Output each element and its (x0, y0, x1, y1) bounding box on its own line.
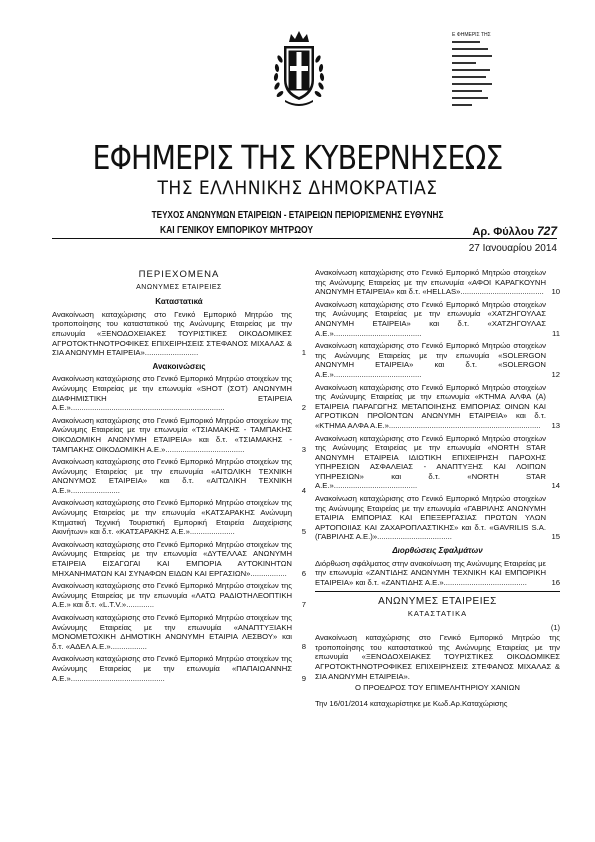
toc-entry-text: Ανακοίνωση καταχώρισης στο Γενικό Εμπορικό Μητρώο στοιχείων της Ανώνυμης Εταιρείας με την επωνυμία «ΔΥΤΕΛΛΑΣ ΑΝΩΝΥΜΗ ΕΤΑΙΡΕΙΑ ΕΙΣΑΓΩΓΑΙ ΚΑΙ ΕΜΠΟΡΙΑ ΑΥΤΟΚΙΝΗΤΩΝ ΜΗΧΑΝΗΜΑΤΩΝ ΚΑΙ ΣΥΝΑΦΩΝ ΕΙΔΩΝ ΚΑΙ ΕΡΓΑΣΙΩΝ»................. (52, 539, 292, 578)
toc-entry[interactable] (315, 268, 560, 297)
signatory-line: Ο ΠΡΟΕΔΡΟΣ ΤΟΥ ΕΠΙΜΕΛΗΤΗΡΙΟΥ ΧΑΝΙΩΝ (355, 683, 520, 693)
registration-line: Την 16/01/2014 καταχωρίστηκε με Κωδ.Αρ.Καταχώρισης (315, 698, 508, 708)
header-rule (52, 238, 557, 239)
toc-entry-text: Ανακοίνωση καταχώρισης στο Γενικό Εμπορικό Μητρώο στοιχείων της Ανώνυμης Εταιρείας με την επωνυμία «ΤΣΙΑΜΑΚΗΣ - ΤΑΜΠΑΚΗΣ ΟΙΚΟΔΟΜΙΚΗ ΑΝΩΝΥΜΗ ΕΤΑΙΡΕΙΑ» και δ.τ. «ΤΣΙΑΜΑΚΗΣ - ΤΑΜΠΑΚΗΣ ΟΙΚΟΔΟΜΙΚΗ Α.Ε.»..................................... (52, 415, 292, 454)
toc-entry-page: 12 (551, 369, 560, 379)
toc-entry-page: 15 (551, 532, 560, 542)
body-heading: ΑΝΩΝΥΜΕΣ ΕΤΑΙΡΕΙΕΣ (378, 596, 497, 608)
toc-entry[interactable] (52, 374, 306, 412)
toc-entry-page: 1 (301, 348, 306, 358)
announcement-number: (1) (550, 622, 560, 632)
toc-entry-page: 11 (552, 328, 560, 338)
toc-entry-page: 7 (301, 600, 306, 610)
right-column (315, 268, 560, 708)
printing-notice (452, 32, 492, 111)
toc-entry-text: Ανακοίνωση καταχώρισης στο Γενικό Εμπορικό Μητρώο στοιχείων της Ανώνυμης Εταιρείας με την επωνυμία «ΑΦΟΙ ΚΑΡΑΓΚΟΥΝΗ ΑΝΩΝΥΜΗ ΕΤΑΙΡΕΙΑ» και δ.τ. «HELLAS»....................................... (315, 268, 546, 297)
toc-entry[interactable] (52, 457, 306, 495)
toc-entry[interactable] (52, 654, 306, 683)
sheet-number-value: 727 (536, 224, 557, 238)
greek-coat-of-arms-icon (271, 28, 327, 110)
toc-entry[interactable] (52, 310, 306, 358)
toc-entry-page: 14 (551, 481, 560, 491)
toc-entry-text: Ανακοίνωση καταχώρισης στο Γενικό Εμπορικό Μητρώο στοιχείων της Ανώνυμης Εταιρείας με την επωνυμία «ΑΝΑΠΤΥΞΙΑΚΗ ΜΟΝΟΜΕΤΟΧΙΚΗ ΔΗΜΟΤΙΚΗ ΑΝΩΝΥΜΗ ΕΤΑΙΡΙΑ ΛΕΣΒΟΥ» και δ.τ. «ΑΔΕΛ Α.Ε.»................. (52, 613, 292, 651)
toc-entry-page: 5 (301, 527, 306, 537)
toc-left-column (52, 270, 306, 686)
toc-entry-text: Ανακοίνωση καταχώρισης στο Γενικό Εμπορικό Μητρώο στοιχείων της Ανώνυμης Εταιρείας με την επωνυμία «SHOT (ΣΟΤ) ΑΝΩΝΥΜΗ ΔΙΑΦΗΜΙΣΤΙΚΗ ΕΤΑΙΡΕΙΑ Α.Ε.»........................................................................ (52, 374, 292, 413)
toc-entry-text: Διόρθωση σφάλματος στην ανακοίνωση της Ανώνυμης Εταιρείας με την επωνυμία «ΖΑΝΤΙΔΗΣ ΑΝΩΝΥΜΗ ΤΕΧΝΙΚΗ ΚΑΙ ΕΜΠΟΡΙΚΗ ΕΤΑΙΡΕΙΑ» και δ.τ. «ΖΑΝΤΙΔΗΣ Α.Ε.»....................................... (315, 558, 546, 587)
toc-entry-text: Ανακοίνωση καταχώρισης στο Γενικό Εμπορικό Μητρώο στοιχείων της Ανώνυμης Εταιρείας με την επωνυμία «ΠΑΠΑΙΩΑΝΝΗΣ Α.Ε.»............................................ (52, 654, 292, 683)
toc-section-diorthoseis: Διορθώσεις Σφαλμάτων (392, 546, 483, 556)
toc-entry-text: Ανακοίνωση καταχώρισης στο Γενικό Εμπορικό Μητρώο στοιχείων της Ανώνυμης Εταιρείας με την επωνυμία «SOLERGON ΑΝΩΝΥΜΗ ΕΤΑΙΡΕΙΑ» και δ.τ. «SOLERGON Α.Ε.»......................................... (315, 341, 546, 379)
gazette-subtitle: ΤΗΣ ΕΛΛΗΝΙΚΗΣ ΔΗΜΟΚΡΑΤΙΑΣ (157, 177, 438, 199)
issue-type-line2: ΚΑΙ ΓΕΝΙΚΟΥ ΕΜΠΟΡΙΚΟΥ ΜΗΤΡΩΟΥ (160, 225, 314, 236)
toc-entry[interactable] (315, 383, 560, 431)
toc-entry[interactable] (315, 494, 560, 542)
toc-entry-page: 10 (551, 287, 560, 297)
toc-entry[interactable] (52, 581, 306, 610)
toc-entry-text: Ανακοίνωση καταχώρισης στο Γενικό Εμπορικό Μητρώο στοιχείων της Ανώνυμης Εταιρείας με την επωνυμία «ΚΤΗΜΑ ΑΛΦΑ (Α) ΕΤΑΙΡΕΙΑ ΠΑΡΑΓΩΓΗΣ ΜΕΤΑΠΟΙΗΣΗΣ ΕΜΠΟΡΙΑΣ ΟΙΝΩΝ ΚΑΙ ΑΓΡΟΤΙΚΩΝ ΠΡΟΪΟΝΤΩΝ ΑΝΩΝΥΜΗ ΕΤΑΙΡΕΙΑ» και δ.τ. «ΚΤΗΜΑ ΑΛΦΑ Α.Ε.»....................................................................... (315, 382, 546, 430)
toc-section-catastatika: Καταστατικά (155, 297, 203, 307)
toc-section-anakoinoseis: Ανακοινώσεις (152, 361, 206, 371)
section-divider (315, 591, 560, 592)
toc-entry-page: 2 (301, 403, 306, 413)
toc-entry[interactable] (52, 498, 306, 536)
toc-entry[interactable] (52, 416, 306, 454)
toc-entry-text: Ανακοίνωση καταχώρισης στο Γενικό Εμπορικό Μητρώο στοιχείων της Ανώνυμης Εταιρείας με την επωνυμία «ΑΙΤΩΛΙΚΗ ΤΕΧΝΙΚΗ ΑΝΩΝΥΜΟΣ ΕΤΑΙΡΕΙΑ» και δ.τ. «ΑΙΤΩΛΙΚΗ ΤΕΧΝΙΚΗ Α.Ε.»....................... (52, 457, 292, 495)
toc-entry-page: 8 (301, 641, 306, 651)
toc-subtitle: ΑΝΩΝΥΜΕΣ ΕΤΑΙΡΕΙΕΣ (136, 283, 222, 291)
toc-title: ΠΕΡΙΕΧΟΜΕΝΑ (138, 269, 220, 280)
toc-entry-text: Ανακοίνωση καταχώρισης στο Γενικό Εμπορικό Μητρώο της τροποποίησης του καταστατικού της Ανώνυμης Εταιρείας με την επωνυμία «ΞΕΝΟΔΟΧΕΙΑΚΕΣ ΤΟΥΡΙΣΤΙΚΕΣ ΟΙΚΟΔΟΜΙΚΕΣ ΑΓΡΟΤΟΚΤΗΝΟΤΡΟΦΙΚΕΣ ΕΠΙΧΕΙΡΗΣΕΙΣ ΣΤΕΦΑΝΟΣ ΜΙΧΑΛΑΣ & ΣΙΑ ΑΝΩΝΥΜΗ ΕΤΑΙΡΕΙΑ»......................... (52, 309, 292, 358)
toc-entry-text: Ανακοίνωση καταχώρισης στο Γενικό Εμπορικό Μητρώο στοιχείων της Ανώνυμης Εταιρείας με την επωνυμία «ΚΑΤΣΑΡΑΚΗΣ Ανώνυμη Κτηματική Τεχνική Τουριστική Εμπορική Εταιρεία Διαχείρισης Ακινήτων» και δ.τ. «ΚΑΤΣΑΡΑΚΗΣ Α.Ε.»..................... (52, 498, 292, 537)
toc-entry-page: 6 (301, 568, 306, 578)
sheet-number (472, 224, 557, 238)
toc-entry[interactable] (315, 559, 560, 588)
toc-entry[interactable] (52, 613, 306, 651)
toc-entry-page: 13 (551, 420, 560, 430)
toc-entry-page: 3 (301, 444, 306, 454)
gazette-title: ΕΦΗΜΕΡΙΣ ΤΗΣ ΚΥΒΕΡΝΗΣΕΩΣ (92, 138, 503, 177)
toc-entry-page: 16 (551, 577, 560, 587)
sheet-label: Αρ. Φύλλου (472, 226, 534, 238)
toc-entry-page: 4 (301, 485, 306, 495)
issue-date: 27 Ιανουαρίου 2014 (468, 243, 557, 254)
announcement-text: Ανακοίνωση καταχώρισης στο Γενικό Εμπορικό Μητρώο της τροποποίησης του καταστατικού της Ανώνυμης Εταιρείας με την επωνυμία «ΞΕΝΟΔΟΧΕΙΑΚΕΣ ΤΟΥΡΙΣΤΙΚΕΣ ΟΙΚΟΔΟΜΙΚΕΣ ΑΓΡΟΤΟΚΤΗΝΟΤΡΟΦΙΚΕΣ ΕΠΙΧΕΙΡΗΣΕΙΣ ΣΤΕΦΑΝΟΣ ΜΙΧΑΛΑΣ & ΣΙΑ ΑΝΩΝΥΜΗ ΕΤΑΙΡΕΙΑ». (315, 633, 560, 681)
notice-heading: Ε ΦΗΜΕΡΙΣ ΤΗΣ (452, 32, 491, 38)
toc-entry-text: Ανακοίνωση καταχώρισης στο Γενικό Εμπορικό Μητρώο στοιχείων της Ανώνυμης Εταιρείας με την επωνυμία «ΓΑΒΡΙΛΗΣ ΑΝΩΝΥΜΗ ΕΤΑΙΡΙΑ ΕΜΠΟΡΙΑΣ ΚΑΙ ΕΠΕΞΕΡΓΑΣΙΑΣ ΠΡΩΤΩΝ ΥΛΩΝ ΑΡΤΟΠΟΙΙΑΣ ΚΑΙ ΖΑΧΑΡΟΠΛΑΣΤΙΚΗΣ» και δ.τ. «GAVRILIS S.A. (ΓΑΒΡΙΛΗΣ Α.Ε.)»................................... (315, 494, 546, 542)
toc-entry[interactable] (52, 540, 306, 578)
toc-entry-text: Ανακοίνωση καταχώρισης στο Γενικό Εμπορικό Μητρώο στοιχείων της Ανώνυμης Εταιρείας με την επωνυμία «ΧΑΤΖΗΓΟΥΛΑΣ ΑΝΩΝΥΜΗ ΕΤΑΙΡΕΙΑ» και δ.τ. «ΧΑΤΖΗΓΟΥΛΑΣ Α.Ε.»......................................... (315, 299, 546, 338)
toc-entry[interactable] (315, 434, 560, 492)
toc-entry[interactable] (315, 300, 560, 338)
toc-entry-page: 9 (301, 673, 306, 683)
toc-entry[interactable] (315, 341, 560, 379)
toc-entry-text: Ανακοίνωση καταχώρισης στο Γενικό Εμπορικό Μητρώο στοιχείων της Ανώνυμης Εταιρείας με την επωνυμία «NORTH STAR ΑΝΩΝΥΜΗ ΕΤΑΙΡΕΙΑ ΙΔΙΩΤΙΚΗ ΕΠΙΧΕΙΡΗΣΗ ΠΑΡΟΧΗΣ ΥΠΗΡΕΣΙΩΝ ΑΣΦΑΛΕΙΑΣ - ΑΝΑΠΤΥΞΗΣ ΚΑΙ ΛΟΙΠΩΝ ΥΠΗΡΕΣΙΩΝ» και δ.τ. «NORTH STAR Α.Ε.»....................................... (315, 433, 546, 491)
body-subheading: ΚΑΤΑΣΤΑΤΙΚΑ (407, 609, 468, 618)
issue-type-line1: ΤΕΥΧΟΣ ΑΝΩΝΥΜΩΝ ΕΤΑΙΡΕΙΩΝ - ΕΤΑΙΡΕΙΩΝ ΠΕΡΙΟΡΙΣΜΕΝΗΣ ΕΥΘΥΝΗΣ (151, 210, 444, 221)
toc-entry-text: Ανακοίνωση καταχώρισης στο Γενικό Εμπορικό Μητρώο στοιχείων της Ανώνυμης Εταιρείας με την επωνυμία «ΛΑΤΩ ΡΑΔΙΟΤΗΛΕΟΠΤΙΚΗ Α.Ε.» και δ.τ. «L.T.V.»............. (52, 581, 292, 610)
